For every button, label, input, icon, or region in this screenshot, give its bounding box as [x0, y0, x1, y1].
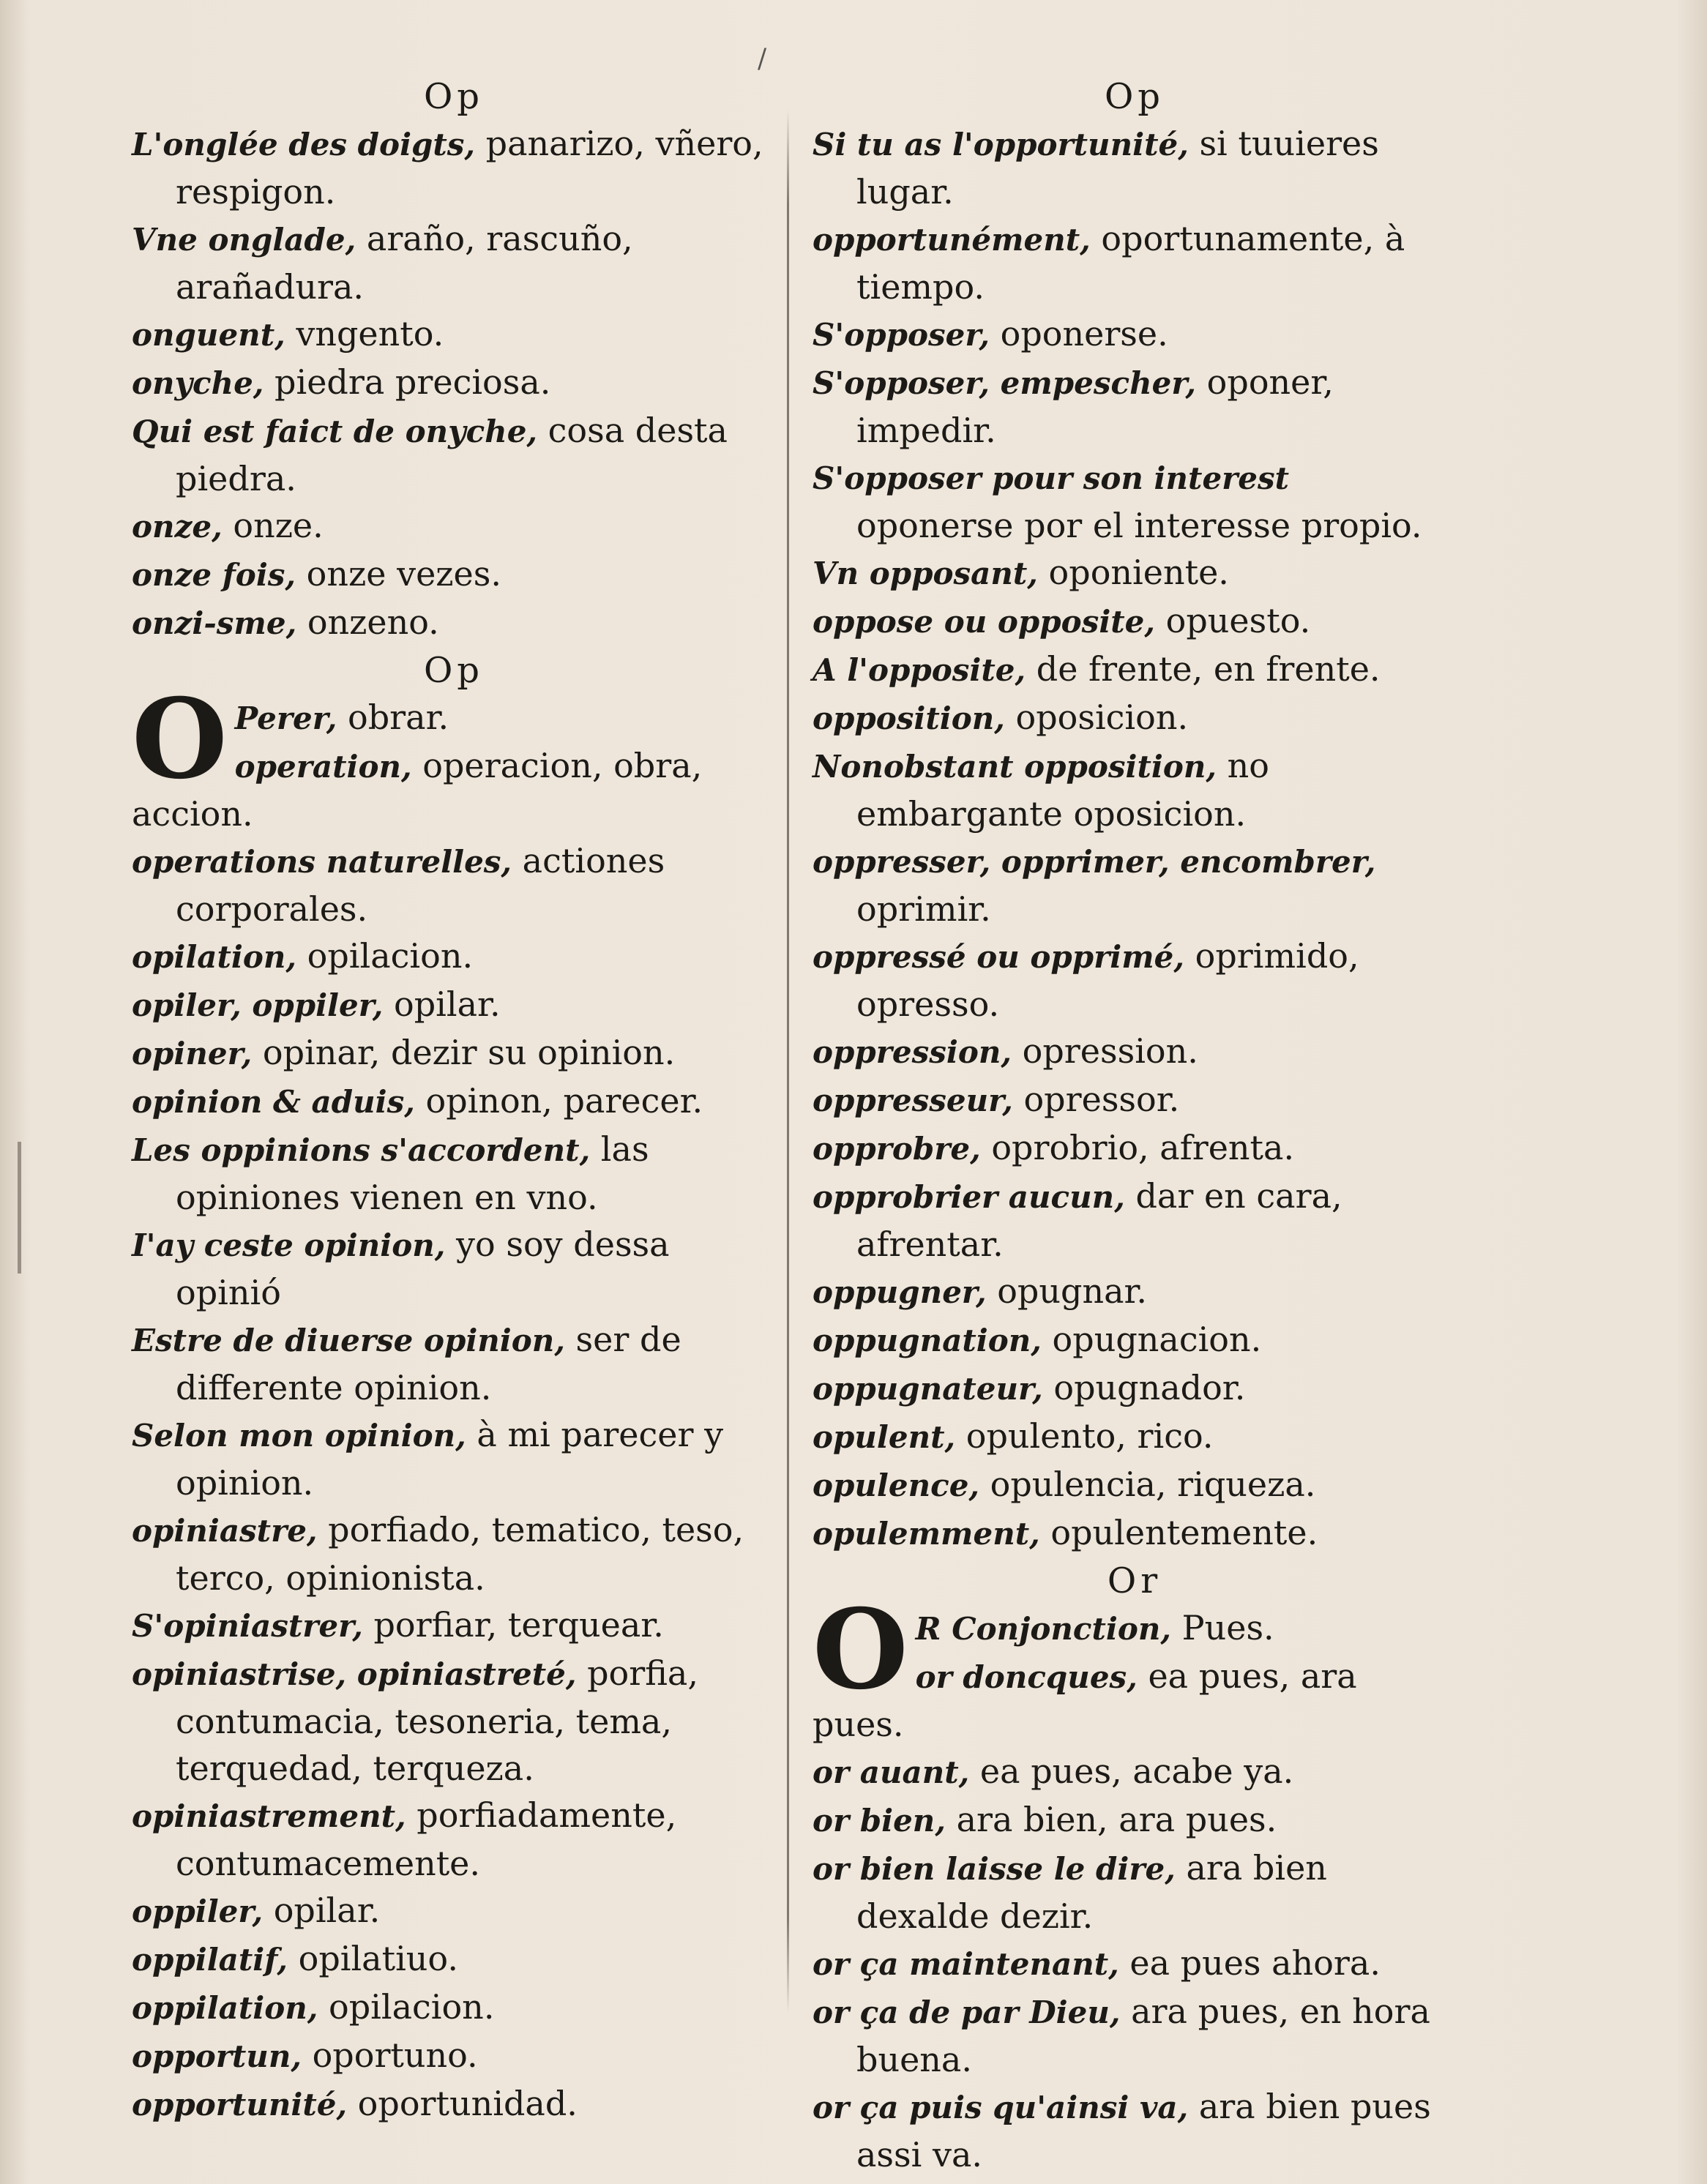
dictionary-entry — [132, 1126, 776, 1221]
headword: oppugnateur, — [813, 1371, 1043, 1407]
translation: no embargante oposicion. — [856, 746, 1269, 834]
translation: oprimir. — [856, 889, 991, 929]
headword: Nonobstant opposition, — [813, 749, 1217, 785]
headword: opiniastrise, opiniastreté, — [132, 1656, 577, 1692]
dictionary-entry — [132, 1601, 776, 1650]
dictionary-entry — [132, 359, 776, 407]
dictionary-entry — [813, 1076, 1457, 1124]
translation: obrar. — [337, 698, 449, 737]
headword: opposition, — [813, 700, 1005, 736]
headword: oppressé ou opprimé, — [813, 939, 1185, 975]
dictionary-entry — [132, 694, 776, 742]
headword: onzi-sme, — [132, 605, 297, 641]
dictionary-entry — [132, 837, 776, 932]
dictionary-entry — [813, 310, 1457, 359]
headword: opulemment, — [813, 1516, 1040, 1552]
translation: yo soy dessa opinió — [176, 1224, 670, 1312]
dictionary-entry — [132, 2080, 776, 2128]
left-column-header: Op — [423, 76, 485, 117]
dictionary-entry — [132, 407, 776, 502]
translation: panarizo, vñero, respigon. — [176, 124, 763, 212]
translation: opuesto. — [1155, 601, 1311, 640]
headword: Estre de diuerse opinion, — [132, 1323, 565, 1358]
dictionary-entry — [813, 646, 1457, 694]
headword: onyche, — [132, 365, 264, 401]
headword: operations naturelles, — [132, 844, 512, 880]
dictionary-entry — [813, 742, 1457, 837]
translation: opulencia, riqueza. — [979, 1465, 1316, 1504]
headword: R Conjonction, — [915, 1611, 1172, 1647]
headword: opiler, oppiler, — [132, 987, 384, 1023]
headword: oppose ou opposite, — [813, 604, 1156, 640]
headword: onze fois, — [132, 557, 296, 593]
margin-mark — [18, 1142, 21, 1274]
translation: ara pues, en hora buena. — [856, 1992, 1430, 2079]
translation: ea pues ahora. — [1118, 1943, 1381, 1983]
translation: ea pues, acabe ya. — [969, 1751, 1294, 1791]
translation: opulento, rico. — [955, 1416, 1214, 1456]
left-entries-top — [132, 120, 776, 647]
translation: cosa desta piedra. — [176, 411, 728, 498]
headword: Qui est faict de onyche, — [132, 414, 538, 449]
translation: ea pues, ara pues. — [813, 1656, 1357, 1744]
headword: S'opposer, empescher, — [813, 365, 1197, 401]
dictionary-entry — [813, 1124, 1457, 1173]
headword: opilation, — [132, 939, 297, 975]
dictionary-entry — [132, 1650, 776, 1792]
dictionary-entry — [813, 1316, 1457, 1364]
dictionary-entry — [813, 120, 1457, 215]
dictionary-entry — [132, 1887, 776, 1935]
headword: oppugnation, — [813, 1323, 1042, 1358]
headword: S'opposer, — [813, 317, 990, 353]
headword: L'onglée des doigts, — [132, 127, 476, 162]
dictionary-entry — [813, 1796, 1457, 1844]
translation: oponerse por el interesse propio. — [856, 506, 1422, 545]
dictionary-entry — [813, 1173, 1457, 1268]
headword: Vne onglade, — [132, 222, 356, 258]
headword: oppression, — [813, 1034, 1012, 1070]
translation: oprimido, opresso. — [856, 936, 1359, 1024]
dictionary-entry — [813, 1604, 1457, 1653]
headword: oppilation, — [132, 1990, 318, 2026]
dictionary-entry — [813, 1461, 1457, 1509]
left-column — [132, 73, 776, 2128]
dictionary-entry — [813, 1268, 1457, 1316]
translation: ara bien pues assi va. — [856, 2087, 1431, 2174]
headword: S'opiniastrer, — [132, 1608, 363, 1644]
dictionary-entry — [813, 1748, 1457, 1796]
dictionary-entry — [813, 1844, 1457, 1940]
headword: opportunité, — [132, 2087, 348, 2123]
column-divider — [787, 110, 789, 2013]
headword: opiner, — [132, 1036, 253, 1072]
dictionary-entry — [813, 932, 1457, 1028]
dictionary-entry — [813, 1364, 1457, 1413]
right-column-header: Op — [1104, 76, 1165, 117]
headword: S'opposer pour son interest — [813, 460, 1290, 496]
translation: oportunidad. — [347, 2084, 578, 2123]
headword: or auant, — [813, 1754, 970, 1790]
dictionary-entry — [132, 742, 776, 837]
translation: dar en cara, afrentar. — [856, 1176, 1342, 1264]
translation: porfia, contumacia, tesoneria, tema, terquedad, terqueza. — [176, 1653, 698, 1788]
dictionary-entry — [132, 1316, 776, 1411]
dictionary-entry — [813, 2083, 1457, 2178]
headword: opulent, — [813, 1419, 956, 1455]
dictionary-entry — [813, 359, 1457, 454]
dictionary-entry — [132, 215, 776, 310]
dictionary-entry — [132, 1221, 776, 1316]
translation: opression. — [1012, 1031, 1198, 1071]
headword: opportun, — [132, 2038, 302, 2074]
translation: à mi parecer y opinion. — [176, 1415, 724, 1503]
translation: opressor. — [1012, 1080, 1180, 1119]
dictionary-entry — [132, 1077, 776, 1126]
dictionary-entry — [132, 1935, 776, 1983]
dictionary-entry — [132, 1506, 776, 1601]
headword: oppiler, — [132, 1893, 264, 1929]
headword: opprobrier aucun, — [813, 1179, 1125, 1215]
translation: opugnar. — [986, 1271, 1148, 1311]
dictionary-entry — [132, 502, 776, 550]
translation: opinar, dezir su opinion. — [252, 1033, 676, 1072]
drop-cap-letter: O — [813, 1585, 908, 1714]
headword: oppresser, opprimer, encombrer, — [813, 844, 1376, 880]
dictionary-entry — [813, 549, 1457, 597]
dictionary-entry — [813, 454, 1457, 549]
headword: opiniastre, — [132, 1513, 318, 1549]
dictionary-entry — [813, 1653, 1457, 1748]
headword: opinion & aduis, — [132, 1084, 415, 1120]
translation: araño, rascuño, arañadura. — [176, 219, 633, 307]
translation: opulentemente. — [1039, 1513, 1318, 1552]
translation: Pues. — [1171, 1608, 1274, 1648]
translation: ara bien dexalde dezir. — [856, 1848, 1327, 1936]
translation: oponiente. — [1037, 553, 1229, 592]
headword: oppugner, — [813, 1274, 987, 1310]
translation: oponerse. — [990, 314, 1168, 354]
dictionary-entry — [813, 1413, 1457, 1461]
headword: oppresseur, — [813, 1082, 1013, 1118]
dropcap-entry — [132, 675, 776, 837]
headword: or doncques, — [915, 1659, 1138, 1695]
translation: onze vezes. — [296, 554, 501, 594]
headword: Les oppinions s'accordent, — [132, 1132, 591, 1168]
translation: oposicion. — [1004, 698, 1189, 737]
dropcap-entry — [813, 1585, 1457, 1748]
dictionary-entry — [132, 932, 776, 981]
right-entries-top — [813, 120, 1457, 1557]
headword: Vn opposant, — [813, 556, 1038, 591]
translation: ara bien, ara pues. — [945, 1800, 1277, 1839]
translation: opilatiuo. — [288, 1939, 458, 1978]
headword: Perer, — [234, 700, 337, 736]
dictionary-entry — [813, 694, 1457, 742]
headword: I'ay ceste opinion, — [132, 1227, 446, 1263]
headword: Si tu as l'opportunité, — [813, 127, 1189, 162]
left-entries-bottom — [132, 837, 776, 2128]
headword: or ça de par Dieu, — [813, 1994, 1121, 2030]
translation: opilar. — [383, 984, 501, 1024]
dictionary-entry — [132, 1983, 776, 2032]
headword: onze, — [132, 509, 223, 545]
translation: las opiniones vienen en vno. — [176, 1129, 649, 1217]
dictionary-entry — [813, 597, 1457, 646]
headword: opiniastrement, — [132, 1798, 406, 1834]
dictionary-entry — [132, 599, 776, 647]
translation: porfiado, tematico, teso, terco, opinionista. — [176, 1510, 744, 1598]
dictionary-entry — [132, 1411, 776, 1506]
headword: opportunément, — [813, 222, 1091, 258]
translation: de frente, en frente. — [1026, 649, 1381, 689]
headword: onguent, — [132, 317, 285, 353]
translation: opilar. — [263, 1891, 381, 1930]
dictionary-entry — [132, 981, 776, 1029]
folio-mark: / — [758, 44, 767, 74]
right-section-header: Or — [1107, 1560, 1162, 1601]
headword: opulence, — [813, 1467, 980, 1503]
dictionary-entry — [813, 1988, 1457, 2083]
dictionary-entry — [813, 837, 1457, 932]
dictionary-entry — [132, 1792, 776, 1887]
dictionary-entry — [813, 1940, 1457, 1988]
translation: opugnacion. — [1041, 1320, 1262, 1359]
translation: onze. — [222, 506, 324, 545]
right-column — [813, 73, 1457, 2178]
headword: or bien, — [813, 1803, 946, 1839]
translation: onzeno. — [296, 602, 439, 642]
translation: vngento. — [285, 314, 444, 354]
headword: or bien laisse le dire, — [813, 1851, 1176, 1887]
translation: porfiar, terquear. — [362, 1605, 664, 1645]
translation: ser de differente opinion. — [176, 1320, 681, 1407]
translation: oponer, impedir. — [856, 362, 1334, 450]
translation: actiones corporales. — [176, 841, 665, 929]
headword: Selon mon opinion, — [132, 1418, 466, 1454]
headword: A l'opposite, — [813, 652, 1026, 688]
dictionary-entry — [132, 2032, 776, 2080]
translation: si tuuieres lugar. — [856, 124, 1379, 212]
translation: opinon, parecer. — [414, 1081, 703, 1121]
dictionary-entry — [132, 310, 776, 359]
headword: or ça puis qu'ainsi va, — [813, 2090, 1189, 2125]
headword: opprobre, — [813, 1131, 981, 1167]
translation: opilacion. — [296, 936, 474, 976]
drop-cap-letter: O — [132, 675, 228, 804]
dictionary-entry — [132, 550, 776, 599]
right-entries-bottom — [813, 1748, 1457, 2178]
dictionary-entry — [132, 1029, 776, 1077]
left-section-header: Op — [423, 650, 485, 691]
headword: operation, — [234, 749, 412, 785]
dictionary-entry — [813, 1028, 1457, 1076]
translation: porfiadamente, contumacemente. — [176, 1795, 677, 1883]
translation: opugnador. — [1042, 1368, 1246, 1407]
translation: opilacion. — [318, 1987, 495, 2027]
headword: or ça maintenant, — [813, 1946, 1119, 1982]
translation: piedra preciosa. — [264, 362, 551, 402]
dictionary-entry — [813, 1509, 1457, 1557]
dictionary-entry — [813, 215, 1457, 310]
translation: oportuno. — [301, 2035, 478, 2075]
translation: oprobrio, afrenta. — [980, 1128, 1295, 1167]
translation: oportunamente, à tiempo. — [856, 219, 1405, 307]
headword: oppilatif, — [132, 1942, 288, 1978]
dictionary-entry — [132, 120, 776, 215]
translation: operacion, obra, accion. — [132, 746, 703, 834]
